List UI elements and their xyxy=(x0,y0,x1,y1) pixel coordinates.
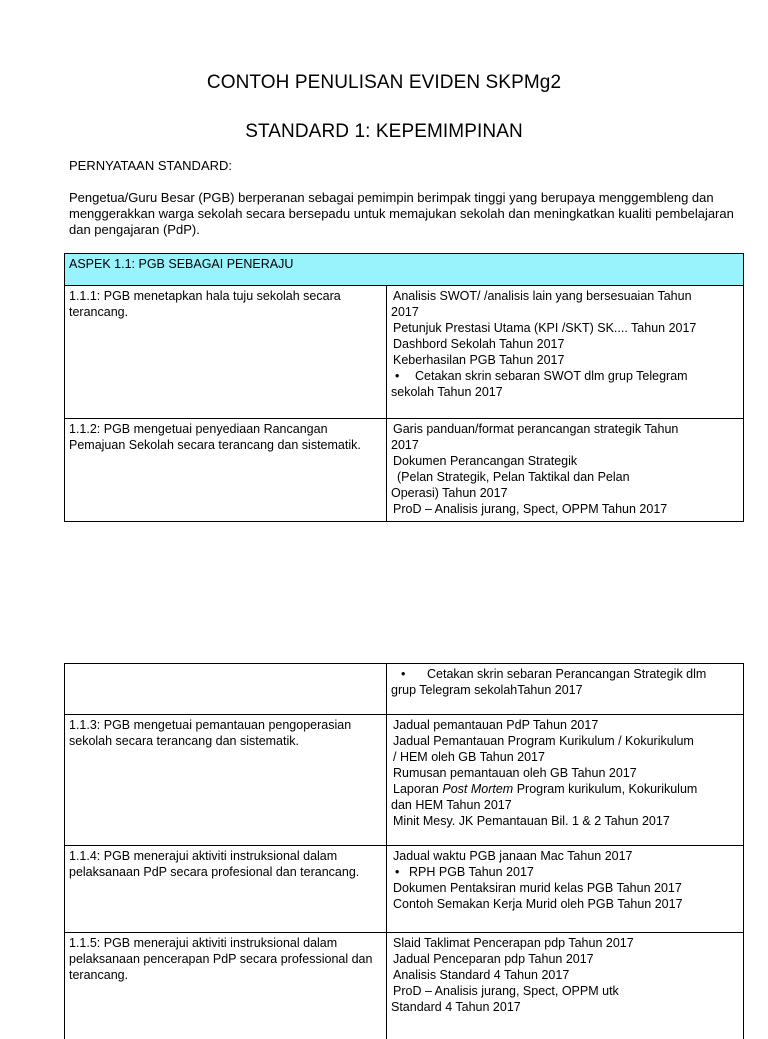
bullet-icon: • xyxy=(393,666,427,682)
evidence-cell xyxy=(387,846,744,933)
evidence-cell xyxy=(387,286,744,419)
table-row xyxy=(65,933,744,1039)
evidence-cell xyxy=(387,419,744,522)
criterion-cell: 1.1.3: PGB mengetuai pemantauan pengoperasian sekolah secara terancang dan sistematik. xyxy=(65,715,387,846)
evidence-item: (Pelan Strategik, Pelan Taktikal dan Pelan xyxy=(391,469,739,485)
evidence-item: Petunjuk Prestasi Utama (KPI /SKT) SK.... Tahun 2017 xyxy=(391,320,739,336)
table-row xyxy=(65,846,744,933)
evidence-item: Contoh Semakan Kerja Murid oleh PGB Tahun 2017 xyxy=(391,896,739,912)
evidence-item: Rumusan pemantauan oleh GB Tahun 2017 xyxy=(391,765,739,781)
evidence-item: Jadual Penceparan pdp Tahun 2017 xyxy=(391,951,739,967)
evidence-item-continued: Standard 4 Tahun 2017 xyxy=(391,999,739,1015)
evidence-item: Analisis SWOT/ /analisis lain yang bersesuaian Tahun xyxy=(391,288,739,304)
evidence-cell xyxy=(387,933,744,1039)
evidence-item: Dokumen Perancangan Strategik xyxy=(391,453,739,469)
criterion-cell: 1.1.2: PGB mengetuai penyediaan Rancangan Pemajuan Sekolah secara terancang dan sistematik. xyxy=(65,419,387,522)
aspect-heading: ASPEK 1.1: PGB SEBAGAI PENERAJU xyxy=(65,254,744,286)
evidence-item: Dokumen Pentaksiran murid kelas PGB Tahun 2017 xyxy=(391,880,739,896)
evidence-item: Laporan Post Mortem Program kurikulum, Kokurikulum xyxy=(391,781,739,797)
evidence-item-continued: grup Telegram sekolahTahun 2017 xyxy=(391,682,739,698)
evidence-item-continued: 2017 xyxy=(391,437,739,453)
evidence-item: Slaid Taklimat Pencerapan pdp Tahun 2017 xyxy=(391,935,739,951)
table-row xyxy=(65,664,744,715)
evidence-item: Jadual Pemantauan Program Kurikulum / Kokurikulum xyxy=(391,733,739,749)
bullet-icon: • xyxy=(393,864,409,880)
criterion-cell: 1.1.1: PGB menetapkan hala tuju sekolah secara terancang. xyxy=(65,286,387,419)
bullet-icon: • xyxy=(393,368,415,384)
document-title: CONTOH PENULISAN EVIDEN SKPMg2 xyxy=(0,72,768,94)
statement-body: Pengetua/Guru Besar (PGB) berperanan sebagai pemimpin berimpak tinggi yang berupaya menggembleng dan menggerakkan warga sekolah secara bersepadu untuk memajukan sekolah dan meningkatkan kualiti pembelajaran dan pengajaran (PdP). xyxy=(69,190,739,238)
evidence-item: Minit Mesy. JK Pemantauan Bil. 1 & 2 Tahun 2017 xyxy=(391,813,739,829)
criterion-cell xyxy=(65,664,387,715)
aspect-row xyxy=(65,254,744,286)
evidence-item-continued: dan HEM Tahun 2017 xyxy=(391,797,739,813)
evidence-table-1 xyxy=(64,253,744,522)
statement-label: PERNYATAAN STANDARD: xyxy=(69,158,739,174)
evidence-item-bulleted: • RPH PGB Tahun 2017 xyxy=(391,864,739,880)
criterion-cell: 1.1.5: PGB menerajui aktiviti instruksional dalam pelaksanaan pencerapan PdP secara professional dan terancang. xyxy=(65,933,387,1039)
evidence-item-bulleted: • Cetakan skrin sebaran Perancangan Strategik dlm xyxy=(391,666,739,682)
evidence-item: Jadual waktu PGB janaan Mac Tahun 2017 xyxy=(391,848,739,864)
evidence-item: Jadual pemantauan PdP Tahun 2017 xyxy=(391,717,739,733)
evidence-item: ProD – Analisis jurang, Spect, OPPM utk xyxy=(391,983,739,999)
evidence-item-continued: sekolah Tahun 2017 xyxy=(391,384,739,400)
evidence-table-2 xyxy=(64,663,744,1039)
evidence-item: Dashbord Sekolah Tahun 2017 xyxy=(391,336,739,352)
evidence-item: / HEM oleh GB Tahun 2017 xyxy=(391,749,739,765)
evidence-item: ProD – Analisis jurang, Spect, OPPM Tahun 2017 xyxy=(391,501,739,517)
evidence-item: Garis panduan/format perancangan strategik Tahun xyxy=(391,421,739,437)
table-row xyxy=(65,419,744,522)
standard-heading: STANDARD 1: KEPEMIMPINAN xyxy=(0,121,768,143)
table-row xyxy=(65,286,744,419)
evidence-cell xyxy=(387,664,744,715)
evidence-item-continued: 2017 xyxy=(391,304,739,320)
table-row xyxy=(65,715,744,846)
evidence-item-bulleted: • Cetakan skrin sebaran SWOT dlm grup Telegram xyxy=(391,368,739,384)
evidence-item-continued: Operasi) Tahun 2017 xyxy=(391,485,739,501)
evidence-item: Analisis Standard 4 Tahun 2017 xyxy=(391,967,739,983)
evidence-item: Keberhasilan PGB Tahun 2017 xyxy=(391,352,739,368)
criterion-cell: 1.1.4: PGB menerajui aktiviti instruksional dalam pelaksanaan PdP secara profesional dan terancang. xyxy=(65,846,387,933)
evidence-cell xyxy=(387,715,744,846)
